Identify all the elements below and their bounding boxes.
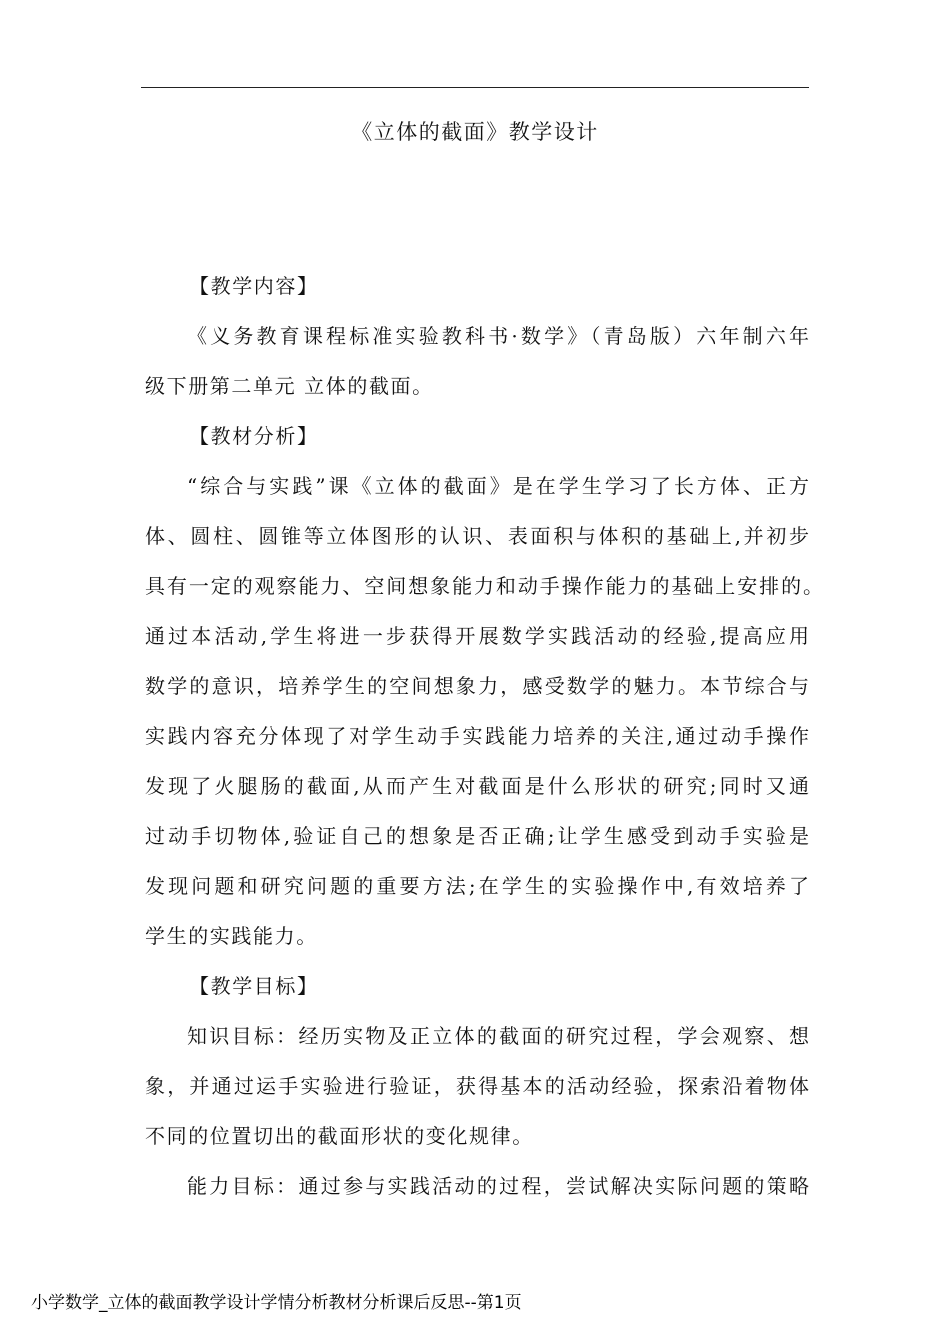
paragraph-line: 能力目标：通过参与实践活动的过程，尝试解决实际问题的策略: [187, 1174, 809, 1198]
paragraph-line: 过动手切物体,验证自己的想象是否正确;让学生感受到动手实验是: [145, 824, 809, 848]
paragraph-line: 数学的意识，培养学生的空间想象力，感受数学的魅力。本节综合与: [145, 674, 809, 698]
paragraph-line: 发现了火腿肠的截面,从而产生对截面是什么形状的研究;同时又通: [145, 774, 809, 798]
paragraph-line: 通过本活动,学生将进一步获得开展数学实践活动的经验,提高应用: [145, 624, 809, 648]
section-heading-analysis: 【教材分析】: [189, 424, 319, 448]
paragraph-line: “综合与实践”课《立体的截面》是在学生学习了长方体、正方: [187, 474, 809, 498]
paragraph-line: 不同的位置切出的截面形状的变化规律。: [145, 1124, 534, 1148]
paragraph-line: 发现问题和研究问题的重要方法;在学生的实验操作中,有效培养了: [145, 874, 809, 898]
paragraph-line: 《义务教育课程标准实验教科书·数学》（青岛版）六年制六年: [187, 324, 809, 348]
paragraph-line: 学生的实践能力。: [145, 924, 318, 948]
header-rule: [141, 87, 809, 88]
page-footer: 小学数学_立体的截面教学设计学情分析教材分析课后反思--第1页: [31, 1293, 522, 1313]
paragraph-line: 象，并通过运手实验进行验证，获得基本的活动经验，探索沿着物体: [145, 1074, 809, 1098]
paragraph-line: 具有一定的观察能力、空间想象能力和动手操作能力的基础上安排的。: [145, 574, 823, 598]
section-heading-objectives: 【教学目标】: [189, 974, 319, 998]
document-body: [145, 268, 823, 1218]
paragraph-line: 实践内容充分体现了对学生动手实践能力培养的关注,通过动手操作: [145, 724, 809, 748]
section-heading-content: 【教学内容】: [189, 274, 319, 298]
document-title: 《立体的截面》教学设计: [351, 120, 599, 144]
paragraph-line: 体、圆柱、圆锥等立体图形的认识、表面积与体积的基础上,并初步: [145, 524, 809, 548]
paragraph-line: 级下册第二单元 立体的截面。: [145, 374, 434, 398]
paragraph-line: 知识目标：经历实物及正立体的截面的研究过程，学会观察、想: [187, 1024, 809, 1048]
